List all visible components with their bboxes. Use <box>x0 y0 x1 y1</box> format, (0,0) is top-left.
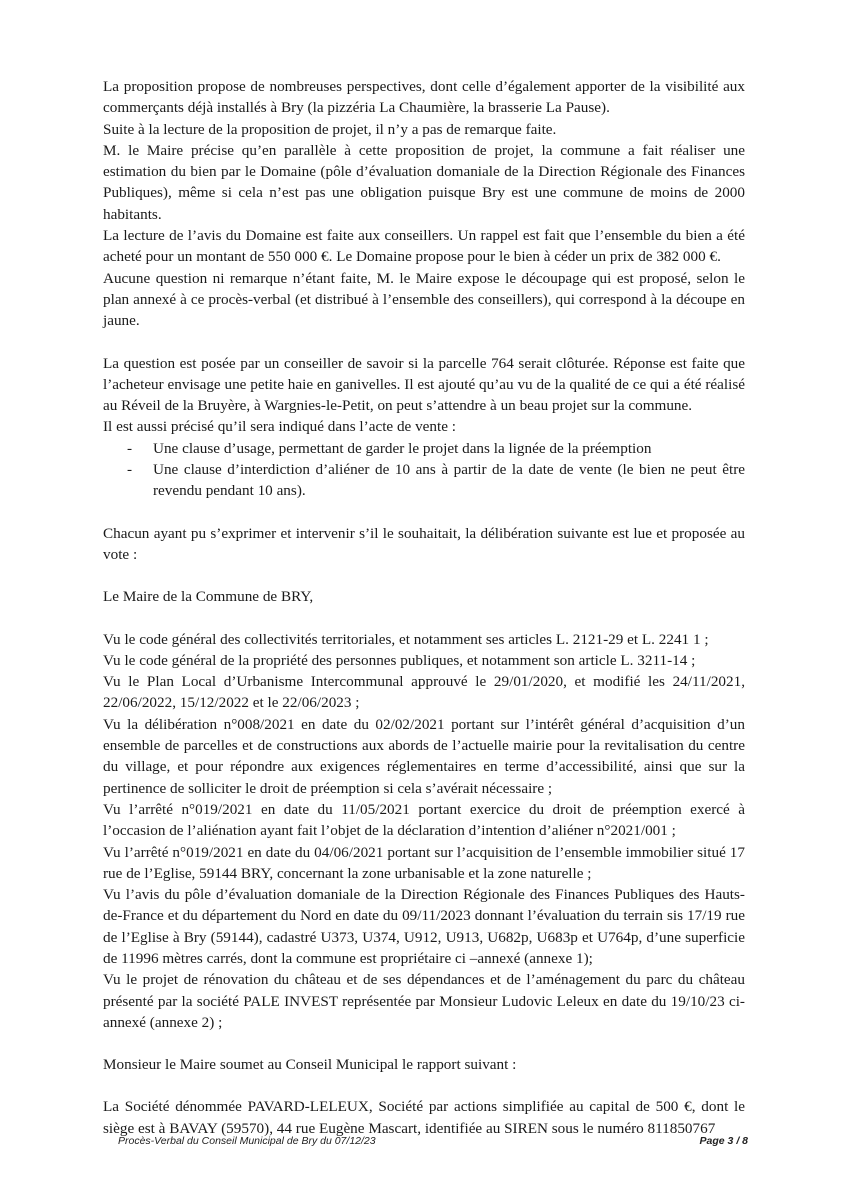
paragraph-acte-vente: Il est aussi précisé qu’il sera indiqué dans l’acte de vente : <box>103 418 456 436</box>
paragraph-rapport: Monsieur le Maire soumet au Conseil Municipal le rapport suivant : <box>103 1056 517 1074</box>
paragraph-perspectives: La proposition propose de nombreuses perspectives, dont celle d’également apporter de la visibilité aux commerçants déjà installés à Bry (la pizzéria La Chaumière, la brasserie La Pause). <box>103 78 745 117</box>
spacer <box>103 502 745 523</box>
vu-item: Vu l’avis du pôle d’évaluation domaniale de la Direction Régionale des Finances Publiques des Hauts-de-France et du département du Nord en date du 09/11/2023 donnant l’évaluation du terrain sis 17/19 rue de l’Eglise à Bry (59144), cadastré U373, U374, U912, U913, U682p, U683p et U764p, d’une superficie de 11996 mètres carrés, dont la commune est propriétaire ci –annexé (annexe 1); <box>103 886 745 967</box>
paragraph-domaine-estimate: M. le Maire précise qu’en parallèle à cette proposition de projet, la commune a fait réaliser une estimation du bien par le Domaine (pôle d’évaluation domaniale de la Direction Régionale des Finances Publiques), même si cela n’est pas une obligation puisque Bry est une commune de moins de 2000 habitants. <box>103 141 745 223</box>
paragraph-maire-heading: Le Maire de la Commune de BRY, <box>103 588 314 606</box>
vu-item: Vu l’arrêté n°019/2021 en date du 04/06/2021 portant sur l’acquisition de l’ensemble immobilier situé 17 rue de l’Eglise, 59144 BRY, concernant la zone urbanisable et la zone naturelle ; <box>103 843 745 882</box>
clause-list <box>103 438 745 502</box>
spacer <box>103 1075 745 1096</box>
list-item: - Une clause d’interdiction d’aliéner de 10 ans à partir de la date de vente (le bien ne peut être revendu pendant 10 ans). <box>153 459 745 502</box>
list-item: - Une clause d’usage, permettant de garder le projet dans la lignée de la préemption <box>153 438 745 459</box>
vu-item: Vu l’arrêté n°019/2021 en date du 11/05/2021 portant exercice du droit de préemption exercé à l’occasion de l’aliénation ayant fait l’objet de la déclaration d’intention d’aliéner n°2021/001 ; <box>103 800 745 840</box>
vu-item: Vu la délibération n°008/2021 en date du 02/02/2021 portant sur l’intérêt général d’acquisition d’un ensemble de parcelles et de constructions aux abords de l’actuelle mairie pour la revitalisation du centre du village, et pour répondre aux exigences réglementaires en terme d’accessibilité, ainsi que sur la pertinence de solliciter le droit de préemption si cela s’avérait nécessaire ; <box>103 715 745 797</box>
spacer <box>103 1033 745 1054</box>
spacer <box>103 565 745 586</box>
footer-page-number: Page 3 / 8 <box>699 1135 748 1147</box>
vu-item: Vu le code général des collectivités territoriales, et notamment ses articles L. 2121-29 et L. 2241 1 ; <box>103 630 709 648</box>
page-footer <box>118 1131 748 1149</box>
spacer <box>103 608 745 629</box>
paragraph-vote-intro: Chacun ayant pu s’exprimer et intervenir s’il le souhaitait, la délibération suivante est lue et proposée au vote : <box>103 524 745 563</box>
paragraph-parcelle-764: La question est posée par un conseiller de savoir si la parcelle 764 serait clôturée. Réponse est faite que l’acheteur envisage une petite haie en ganivelles. Il est ajouté qu’au vu de la qualité de ce qui a été réalisé au Réveil de la Bruyère, à Wargnies-le-Petit, on peut s’attendre à un beau projet sur la commune. <box>103 354 745 415</box>
paragraph-no-remark: Suite à la lecture de la proposition de projet, il n’y a pas de remarque faite. <box>103 120 557 138</box>
vu-item: Vu le code général de la propriété des personnes publiques, et notamment son article L. 3211-14 ; <box>103 651 696 669</box>
paragraph-domaine-avis: La lecture de l’avis du Domaine est faite aux conseillers. Un rappel est fait que l’ensemble du bien a été acheté pour un montant de 550 000 €. Le Domaine propose pour le bien à céder un prix de 382 000 €. <box>103 227 745 266</box>
vu-item: Vu le projet de rénovation du château et de ses dépendances et de l’aménagement du parc du château présenté par la société PALE INVEST représentée par Monsieur Ludovic Leleux en date du 19/10/23 ci-annexé (annexe 2) ; <box>103 971 745 1031</box>
spacer <box>103 332 745 353</box>
footer-document-title: Procès-Verbal du Conseil Municipal de Bry du 07/12/23 <box>118 1135 376 1147</box>
vu-item: Vu le Plan Local d’Urbanisme Intercommunal approuvé le 29/01/2020, et modifié les 24/11/2021, 22/06/2022, 15/12/2022 et le 22/06/2023 ; <box>103 673 745 712</box>
document-body <box>103 76 745 1139</box>
paragraph-societe: La Société dénommée PAVARD-LELEUX, Société par actions simplifiée au capital de 500 €, dont le siège est à BAVAY (59570), 44 rue Eugène Mascart, identifiée au SIREN sous le numéro 811850767 <box>103 1098 745 1137</box>
paragraph-decoupage: Aucune question ni remarque n’étant faite, M. le Maire expose le découpage qui est proposé, selon le plan annexé à ce procès-verbal (et distribué à l’ensemble des conseillers), qui correspond à la découpe en jaune. <box>103 269 745 330</box>
